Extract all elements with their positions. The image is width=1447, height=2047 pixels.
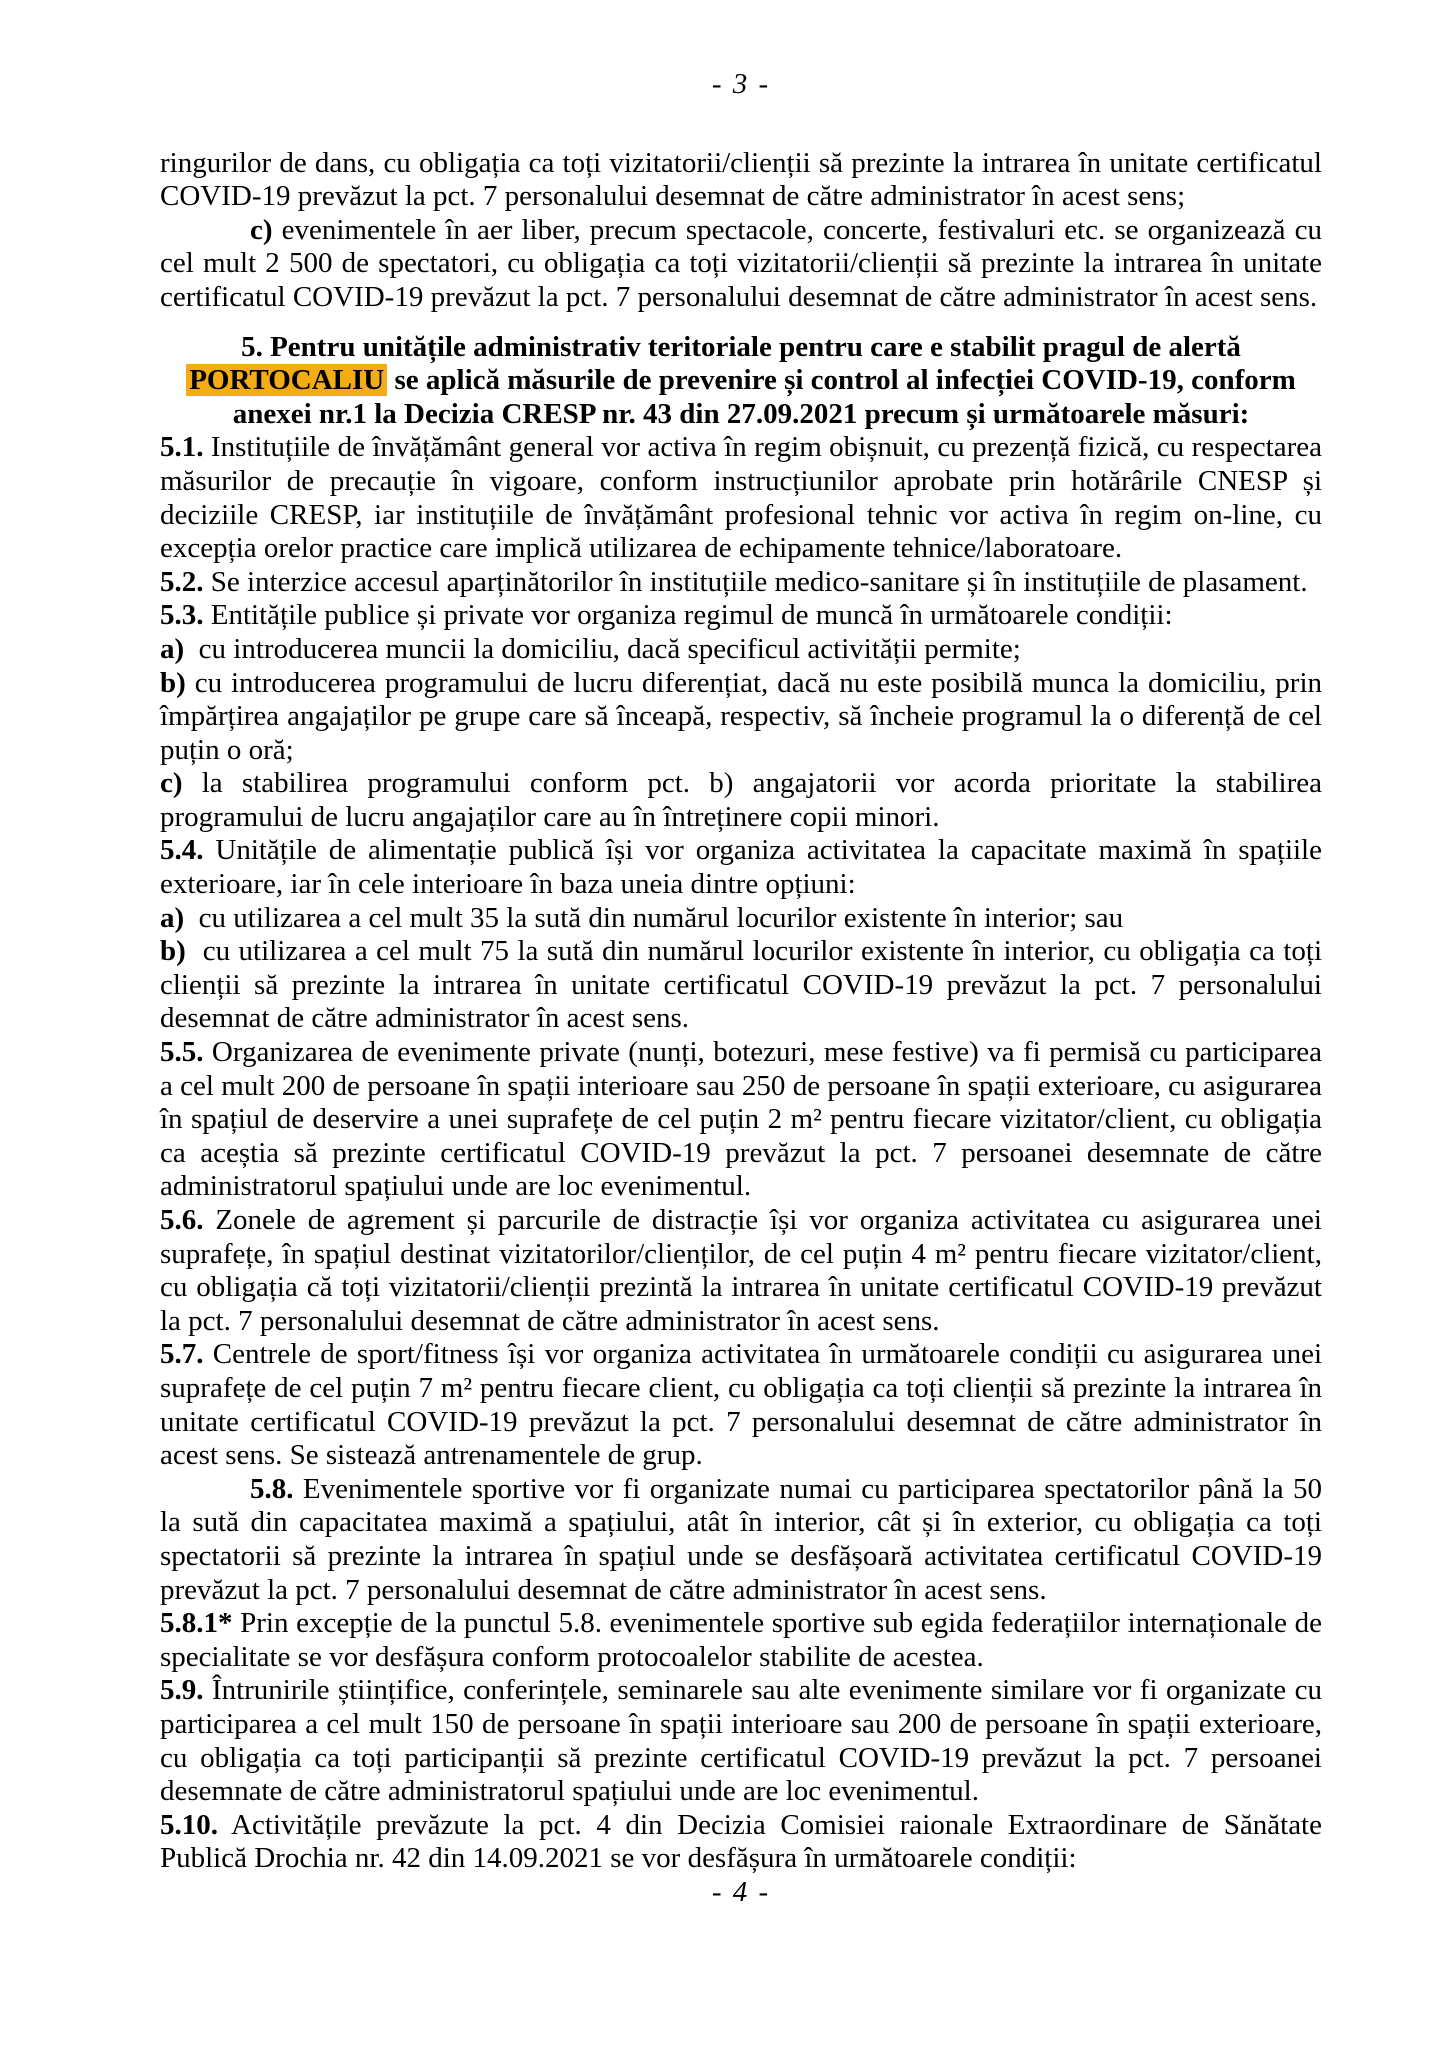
section-number: 5.10. (160, 1808, 218, 1841)
paragraph-text: Se interzice accesul aparținătorilor în instituțiile medico-sanitare și în instituțiile de plasament. (203, 565, 1308, 598)
section-5-heading (160, 331, 1322, 432)
paragraph-text: Activitățile prevăzute la pct. 4 din Decizia Comisiei raionale Extraordinare de Sănătate Publică Drochia nr. 42 din 14.09.2021 se vor desfășura în următoarele condiții: (160, 1808, 1322, 1875)
paragraph-5-4-item-b (160, 935, 1322, 1036)
section-number: 5.8. (250, 1472, 294, 1505)
paragraph-5-3-item-b (160, 667, 1322, 768)
paragraph-text: ringurilor de dans, cu obligația ca toți vizitatorii/clienții să prezinte la intrarea în unitate certificatul COVID-19 prevăzut la pct. 7 personalului desemnat de către administrator în acest sens; (160, 146, 1322, 213)
paragraph-text: Evenimentele sportive vor fi organizate numai cu participarea spectatorilor până la 50 la sută din capacitatea maximă a spațiului, atât în interior, cât și în exterior, cu obligația ca toți spectatorii să prezinte la intrarea în spațiul unde se desfășoară activitatea certificatul COVID-19 prevăzut la pct. 7 personalului desemnat de către administrator în acest sens. (160, 1472, 1322, 1606)
paragraph-text: la stabilirea programului conform pct. b) angajatorii vor acorda prioritate la stabilirea programului de lucru angajaților care au în întreținere copii minori. (160, 767, 1322, 833)
page-number-bottom: - 4 - (711, 1875, 771, 1908)
paragraph-text: cu utilizarea a cel mult 35 la sută din numărul locurilor existente în interior; sau (184, 901, 1124, 934)
section-number: 5.7. (160, 1338, 204, 1371)
paragraph-5-5 (160, 1036, 1322, 1204)
paragraph-5-4-item-a (160, 902, 1322, 936)
highlight-portocaliu: PORTOCALIU (186, 364, 387, 396)
paragraph-5-2 (160, 566, 1322, 600)
paragraph-text: Întrunirile științifice, conferințele, seminarele sau alte evenimente similare vor fi organizate cu participarea a cel mult 150 de persoane în spații interioare sau 200 de persoane în spații exterioare, cu obligația ca toți participanții să prezinte certificatul COVID-19 prevăzut la pct. 7 persoanei desemnate de către administratorul spațiului unde are loc evenimentul. (160, 1674, 1322, 1808)
paragraph-5-1 (160, 431, 1322, 565)
paragraph-text: Organizarea de evenimente private (nunți, botezuri, mese festive) va fi permisă cu participarea a cel mult 200 de persoane în spații interioare sau 250 de persoane în spații exterioare, cu asigurarea în spațiul de deservire a unei suprafețe de cel puțin 2 m² pentru fiecare vizitator/client, cu obligația ca aceștia să prezinte certificatul COVID-19 prevăzut la pct. 7 persoanei desemnate de către administratorul spațiului unde are loc evenimentul. (160, 1036, 1322, 1203)
paragraph-continuation (160, 147, 1322, 214)
paragraph-text: Unitățile de alimentație publică își vor organiza activitatea la capacitate maximă în spațiile exterioare, iar în cele interioare în baza uneia dintre opțiuni: (160, 834, 1322, 901)
paragraph-5-3-item-c (160, 767, 1322, 834)
paragraph-5-8-1 (160, 1607, 1322, 1674)
paragraph-text: Centrele de sport/fitness își vor organiza activitatea în următoarele condiții cu asigurarea unei suprafețe de cel puțin 7 m² pentru fiecare client, cu obligația ca toți clienții să prezinte la intrarea în unitate certificatul COVID-19 prevăzut la pct. 7 personalului desemnat de către administrator în acest sens. Se sistează antrenamentele de grup. (160, 1338, 1322, 1472)
paragraph-5-9 (160, 1674, 1322, 1808)
item-marker: b) (160, 666, 186, 699)
paragraph-text: Prin excepție de la punctul 5.8. evenimentele sportive sub egida federațiilor internaționale de specialitate se vor desfășura conform protocoalelor stabilite de acestea. (160, 1607, 1322, 1673)
item-marker: c) (160, 767, 183, 800)
section-number: 5.3. (160, 599, 204, 632)
paragraph-item-c-open-air-events (160, 214, 1322, 315)
paragraph-text: cu utilizarea a cel mult 75 la sută din numărul locurilor existente în interior, cu obligația ca toți clienții să prezinte la intrarea în unitate certificatul COVID-19 prevăzut la pct. 7 personalului desemnat de către administrator în acest sens. (160, 935, 1322, 1035)
section-number: 5.2. (160, 565, 204, 598)
paragraph-text: Entitățile publice și private vor organiza regimul de muncă în următoarele condiții: (203, 599, 1173, 632)
paragraph-text: cu introducerea muncii la domiciliu, dacă specificul activității permite; (184, 632, 1021, 665)
paragraph-5-3-item-a (160, 633, 1322, 667)
paragraph-5-6 (160, 1204, 1322, 1338)
paragraph-text: evenimentele în aer liber, precum spectacole, concerte, festivaluri etc. se organizează cu cel mult 2 500 de spectatori, cu obligația ca toți vizitatorii/clienții să prezinte la intrarea în unitate certificatul COVID-19 prevăzut la pct. 7 personalului desemnat de către administrator în acest sens. (160, 213, 1322, 313)
page-number-top: - 3 - (711, 68, 771, 100)
item-marker: a) (160, 632, 185, 665)
item-marker: c) (250, 213, 273, 246)
section-number: 5.1. (160, 431, 204, 464)
paragraph-5-3 (160, 599, 1322, 633)
paragraph-text: Zonele de agrement și parcurile de distracție își vor organiza activitatea cu asigurarea unei suprafețe, în spațiul destinat vizitatorilor/clienților, de cel puțin 4 m² pentru fiecare vizitator/client, cu obligația că toți vizitatorii/clienții prezintă la intrarea în unitate certificatul COVID-19 prevăzut la pct. 7 personalului desemnat de către administrator în acest sens. (160, 1204, 1322, 1337)
section-number: 5.5. (160, 1036, 204, 1069)
paragraph-text: Instituțiile de învățământ general vor activa în regim obișnuit, cu prezență fizică, cu respectarea măsurilor de precauție în vigoare, conform instrucțiunilor aprobate prin hotărârile CNESP și deciziile CRESP, iar instituțiile de învățământ profesional tehnic vor activa în regim on-line, cu excepția orelor practice care implică utilizarea de echipamente tehnice/laboratoare. (160, 431, 1322, 565)
paragraph-5-10 (160, 1809, 1322, 1876)
section-number: 5.9. (160, 1674, 204, 1707)
paragraph-5-4 (160, 834, 1322, 901)
paragraph-text: cu introducerea programului de lucru diferențiat, dacă nu este posibilă munca la domiciliu, prin împărțirea angajaților pe grupe care să înceapă, respectiv, să încheie programul la o diferență de cel puțin o oră; (160, 666, 1322, 766)
heading-text-before: 5. Pentru unitățile administrativ teritoriale pentru care e stabilit pragul de alertă (241, 330, 1241, 363)
item-marker: a) (160, 901, 185, 934)
paragraph-5-8 (160, 1473, 1322, 1607)
section-number: 5.6. (160, 1204, 204, 1236)
paragraph-5-7 (160, 1338, 1322, 1472)
section-number: 5.4. (160, 834, 204, 867)
section-number: 5.8.1* (160, 1607, 233, 1640)
item-marker: b) (160, 935, 186, 968)
heading-text-after: se aplică măsurile de prevenire și control al infecției COVID-19, conform anexei nr.1 la Decizia CRESP nr. 43 din 27.09.2021 precum și următoarele măsuri: (232, 364, 1296, 430)
